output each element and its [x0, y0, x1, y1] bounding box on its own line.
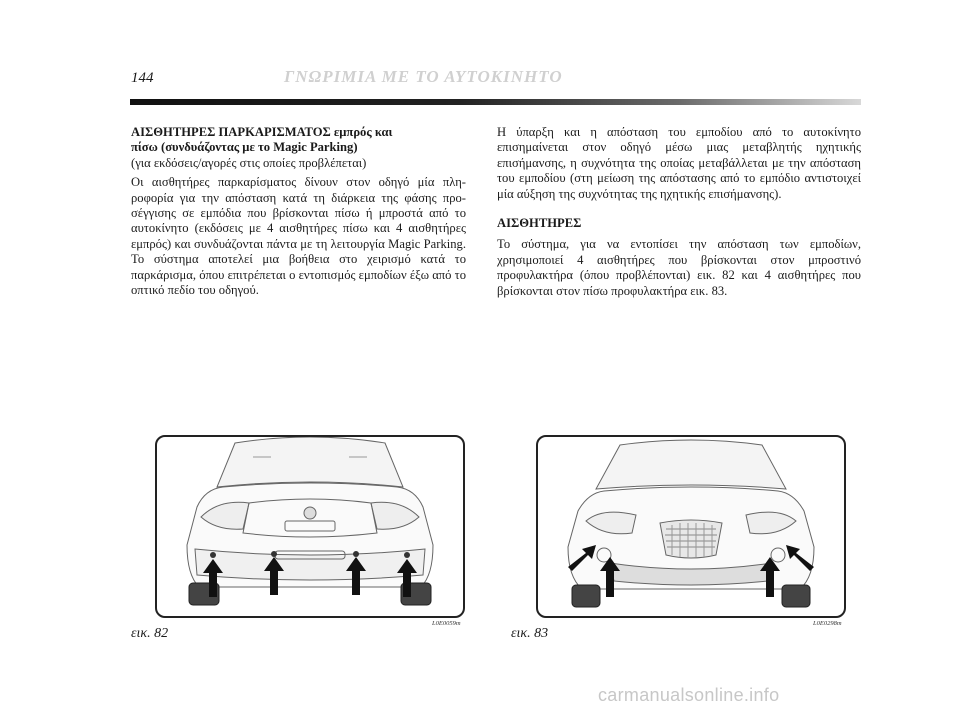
left-column: [131, 125, 466, 298]
figure-83-code: L0E0298m: [813, 620, 842, 627]
watermark: carmanualsonline.info: [598, 685, 780, 705]
section-subheading: (για εκδόσεις/αγορές στις οποίες προβλέπεται): [131, 155, 367, 170]
sensors-title: ΑΙΣΘΗΤΗΡΕΣ: [497, 216, 582, 231]
figure-82-code: L0E0059m: [432, 620, 461, 627]
front-car-illustration: [538, 437, 844, 616]
rear-car-illustration: [157, 437, 463, 616]
figure-83-front-car: [536, 435, 846, 618]
figure-82-caption: εικ. 82: [131, 626, 169, 641]
page-number: 144: [131, 70, 154, 86]
sensors-paragraph: Το σύστημα, για να εντοπίσει την απόσταση των εμποδίων, χρησιμοποιεί 4 αισθητήρες που βρίσκονται στον μπροστινό προφυλακτήρα (όπου προβλέπονται) εικ. 82 και 4 αισθητήρες που βρίσκονται στον πίσω προφυλακτήρα εικ. 83.: [497, 237, 861, 298]
figure-83-caption: εικ. 83: [511, 626, 549, 641]
header-rule: [130, 99, 861, 105]
section-heading: [131, 125, 466, 156]
running-head: ΓΝΩΡΙΜΙΑ ΜΕ ΤΟ ΑΥΤΟΚΙΝΗΤΟ: [284, 67, 563, 86]
right-column: [497, 125, 861, 299]
heading-line-1: ΑΙΣΘΗΤΗΡΕΣ ΠΑΡΚΑΡΙΣΜΑΤΟΣ εμπρός και: [131, 125, 393, 139]
signal-paragraph: Η ύπαρξη και η απόσταση του εμποδίου από το αυτοκίνητο επισημαίνεται στον οδηγό μέσω μιας μεταβλητής ηχητικής επισήμανσης, η συχνότητα της οποίας μεταβάλλεται με την απόσταση του εμποδίου (στη μείωση της απόστασης από το εμπόδιο αντιστοιχεί μία αύξηση της συχνότητας της ηχητικής επισήμανσης).: [497, 125, 861, 201]
heading-line-2: πίσω (συνδυάζοντας με το Magic Parking): [131, 140, 358, 155]
intro-paragraph: Οι αισθητήρες παρκαρίσματος δίνουν στον οδηγό μία πλη-ροφορία για την απόσταση κατά τη διάρκεια της φάσης προ-σέγγισης σε εμπόδια που βρίσκονται πίσω ή μπροστά από το αυτοκίνητο (εκδόσεις με 4 αισθητήρες πίσω και 4 αισθητήρες εμπρός) και συνδυάζονται πάντα με τη λειτουργία Magic Parking. Το σύστημα αποτελεί μια βοήθεια στο χειρισμό κατά το παρκάρισμα, όπου επιτρέπεται ο εντοπισμός εμποδίων έξω από το οπτικό πεδίο του οδηγού.: [131, 175, 466, 298]
figure-82-rear-car: [155, 435, 465, 618]
